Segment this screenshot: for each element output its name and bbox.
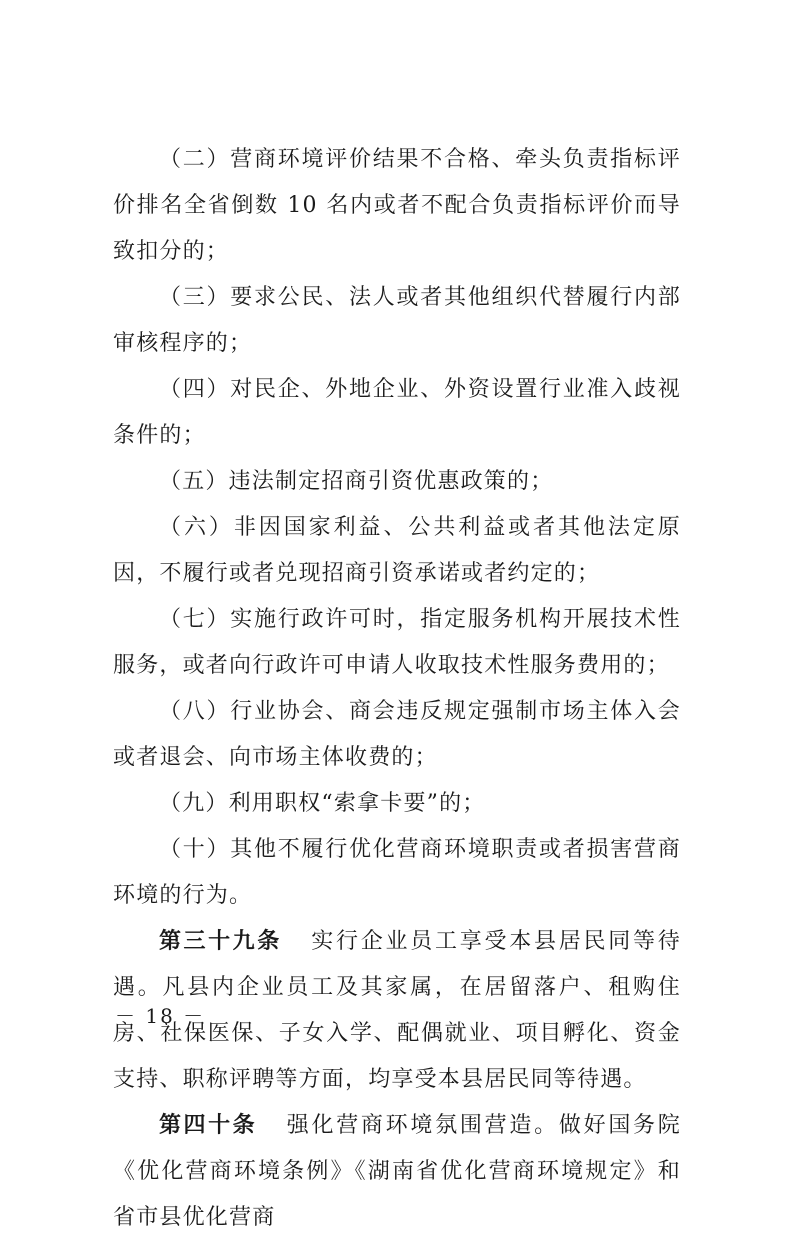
clause-6: （六）非因国家利益、公共利益或者其他法定原因，不履行或者兑现招商引资承诺或者约定的；	[113, 515, 681, 586]
page-number: － 18 －	[115, 1004, 206, 1028]
article-40-number: 第四十条	[159, 1113, 258, 1138]
article-39-number: 第三十九条	[159, 929, 282, 954]
clause-2: （二）营商环境评价结果不合格、牵头负责指标评价排名全省倒数 10 名内或者不配合负责指标评价而导致扣分的；	[113, 147, 681, 264]
article-40-text: 强化营商环境氛围营造。做好国务院《优化营商环境条例》《湖南省优化营商环境规定》和省市县优化营商	[113, 1113, 681, 1230]
clause-7: （七）实施行政许可时，指定服务机构开展技术性服务，或者向行政许可申请人收取技术性服务费用的；	[113, 607, 681, 678]
article-39-text: 实行企业员工享受本县居民同等待遇。凡县内企业员工及其家属，在居留落户、租购住房、社保医保、子女入学、配偶就业、项目孵化、资金支持、职称评聘等方面，均享受本县居民同等待遇。	[113, 929, 681, 1092]
clause-9: （九）利用职权“索拿卡要”的；	[159, 791, 486, 816]
clause-10: （十）其他不履行优化营商环境职责或者损害营商环境的行为。	[113, 837, 681, 908]
clause-5: （五）违法制定招商引资优惠政策的；	[159, 469, 554, 494]
clause-4: （四）对民企、外地企业、外资设置行业准入歧视条件的；	[113, 377, 681, 448]
clause-3: （三）要求公民、法人或者其他组织代替履行内部审核程序的；	[113, 285, 681, 356]
document-body	[113, 137, 681, 1241]
article-40	[113, 1103, 681, 1241]
clause-8: （八）行业协会、商会违反规定强制市场主体入会或者退会、向市场主体收费的；	[113, 699, 681, 770]
